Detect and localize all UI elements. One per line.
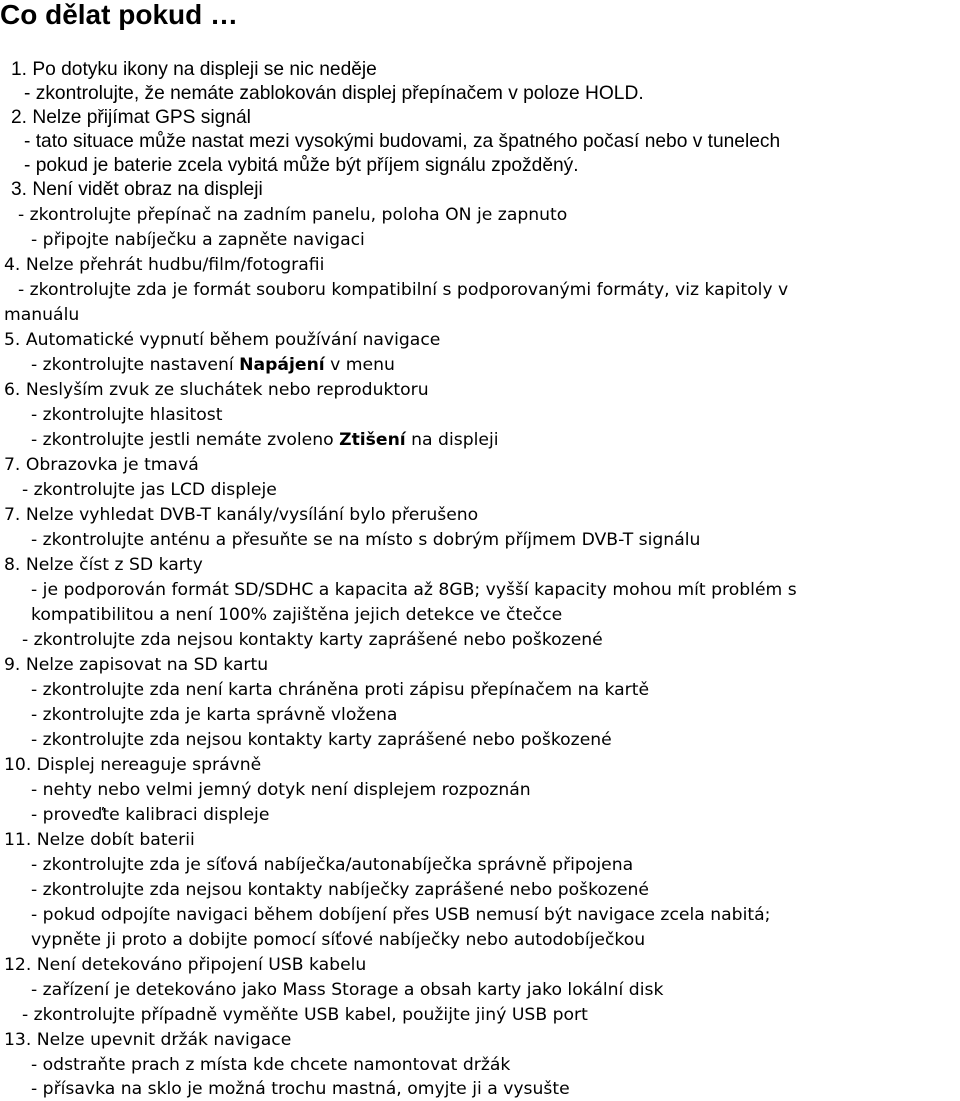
item-heading: 13. Nelze upevnit držák navigace [4,1030,292,1050]
item-line: - proveďte kalibraci displeje [31,805,270,825]
item-line: - zkontrolujte zda není karta chráněna proti zápisu přepínačem na kartě [31,680,650,700]
item-heading: 8. Nelze číst z SD karty [4,555,203,575]
item-heading: 1. Po dotyku ikony na displeji se nic neděje [11,59,377,80]
setting-name: Ztišení [339,430,406,450]
item-line: - zkontrolujte zda je formát souboru kompatibilní s podporovanými formáty, viz kapitoly v [18,280,789,300]
item-line: - zkontrolujte případně vyměňte USB kabel, použijte jiný USB port [22,1005,588,1025]
page-title: Co dělat pokud … [0,0,238,30]
item-heading: 5. Automatické vypnutí během používání navigace [4,330,441,350]
item-heading: 12. Není detekováno připojení USB kabelu [4,955,367,975]
item-line: - zkontrolujte nastavení Napájení v menu [31,355,395,375]
item-line: - zkontrolujte, že nemáte zablokován displej přepínačem v poloze HOLD. [24,83,644,104]
setting-name: Napájení [239,355,325,375]
item-heading: 4. Nelze přehrát hudbu/film/fotografii [4,255,325,275]
item-line: - pokud je baterie zcela vybitá může být příjem signálu zpožděný. [24,155,579,176]
item-line: - zařízení je detekováno jako Mass Storage a obsah karty jako lokální disk [31,980,664,1000]
item-line: kompatibilitou a není 100% zajištěna jejich detekce ve čtečce [31,605,563,625]
item-heading: 2. Nelze přijímat GPS signál [11,107,251,128]
item-line: - zkontrolujte jas LCD displeje [22,480,277,500]
item-line: - zkontrolujte hlasitost [31,405,223,425]
item-heading: 7. Nelze vyhledat DVB-T kanály/vysílání bylo přerušeno [4,505,479,525]
item-line: - pokud odpojíte navigaci během dobíjení přes USB nemusí být navigace zcela nabitá; [31,905,771,925]
item-line: - odstraňte prach z místa kde chcete namontovat držák [31,1055,511,1075]
item-line: vypněte ji proto a dobijte pomocí síťové nabíječky nebo autodobíječkou [31,930,646,950]
item-heading: 7. Obrazovka je tmavá [4,455,199,475]
item-line: - přísavka na sklo je možná trochu mastná, omyjte ji a vysušte [31,1079,570,1099]
item-heading: 10. Displej nereaguje správně [4,755,262,775]
item-line: - zkontrolujte přepínač na zadním panelu, poloha ON je zapnuto [18,205,568,225]
item-line: - zkontrolujte anténu a přesuňte se na místo s dobrým příjmem DVB-T signálu [31,530,701,550]
item-heading: 6. Neslyším zvuk ze sluchátek nebo reproduktoru [4,380,429,400]
item-heading: 11. Nelze dobít baterii [4,830,195,850]
item-line: - tato situace může nastat mezi vysokými budovami, za špatného počasí nebo v tunelech [24,131,781,152]
item-heading: 3. Není vidět obraz na displeji [11,179,263,200]
item-line: - nehty nebo velmi jemný dotyk není displejem rozpoznán [31,780,531,800]
item-line: - zkontrolujte zda nejsou kontakty nabíječky zaprášené nebo poškozené [31,880,650,900]
item-line: - je podporován formát SD/SDHC a kapacita až 8GB; vyšší kapacity mohou mít problém s [31,580,797,600]
item-line: - zkontrolujte zda nejsou kontakty karty zaprášené nebo poškozené [31,730,612,750]
item-line: - zkontrolujte zda je síťová nabíječka/autonabíječka správně připojena [31,855,634,875]
item-line: - zkontrolujte zda je karta správně vložena [31,705,398,725]
item-line: - zkontrolujte zda nejsou kontakty karty zaprášené nebo poškozené [22,630,603,650]
item-line: - zkontrolujte jestli nemáte zvoleno Ztišení na displeji [31,430,499,450]
item-line: - připojte nabíječku a zapněte navigaci [31,230,365,250]
item-heading: 9. Nelze zapisovat na SD kartu [4,655,269,675]
item-line: manuálu [4,305,80,325]
